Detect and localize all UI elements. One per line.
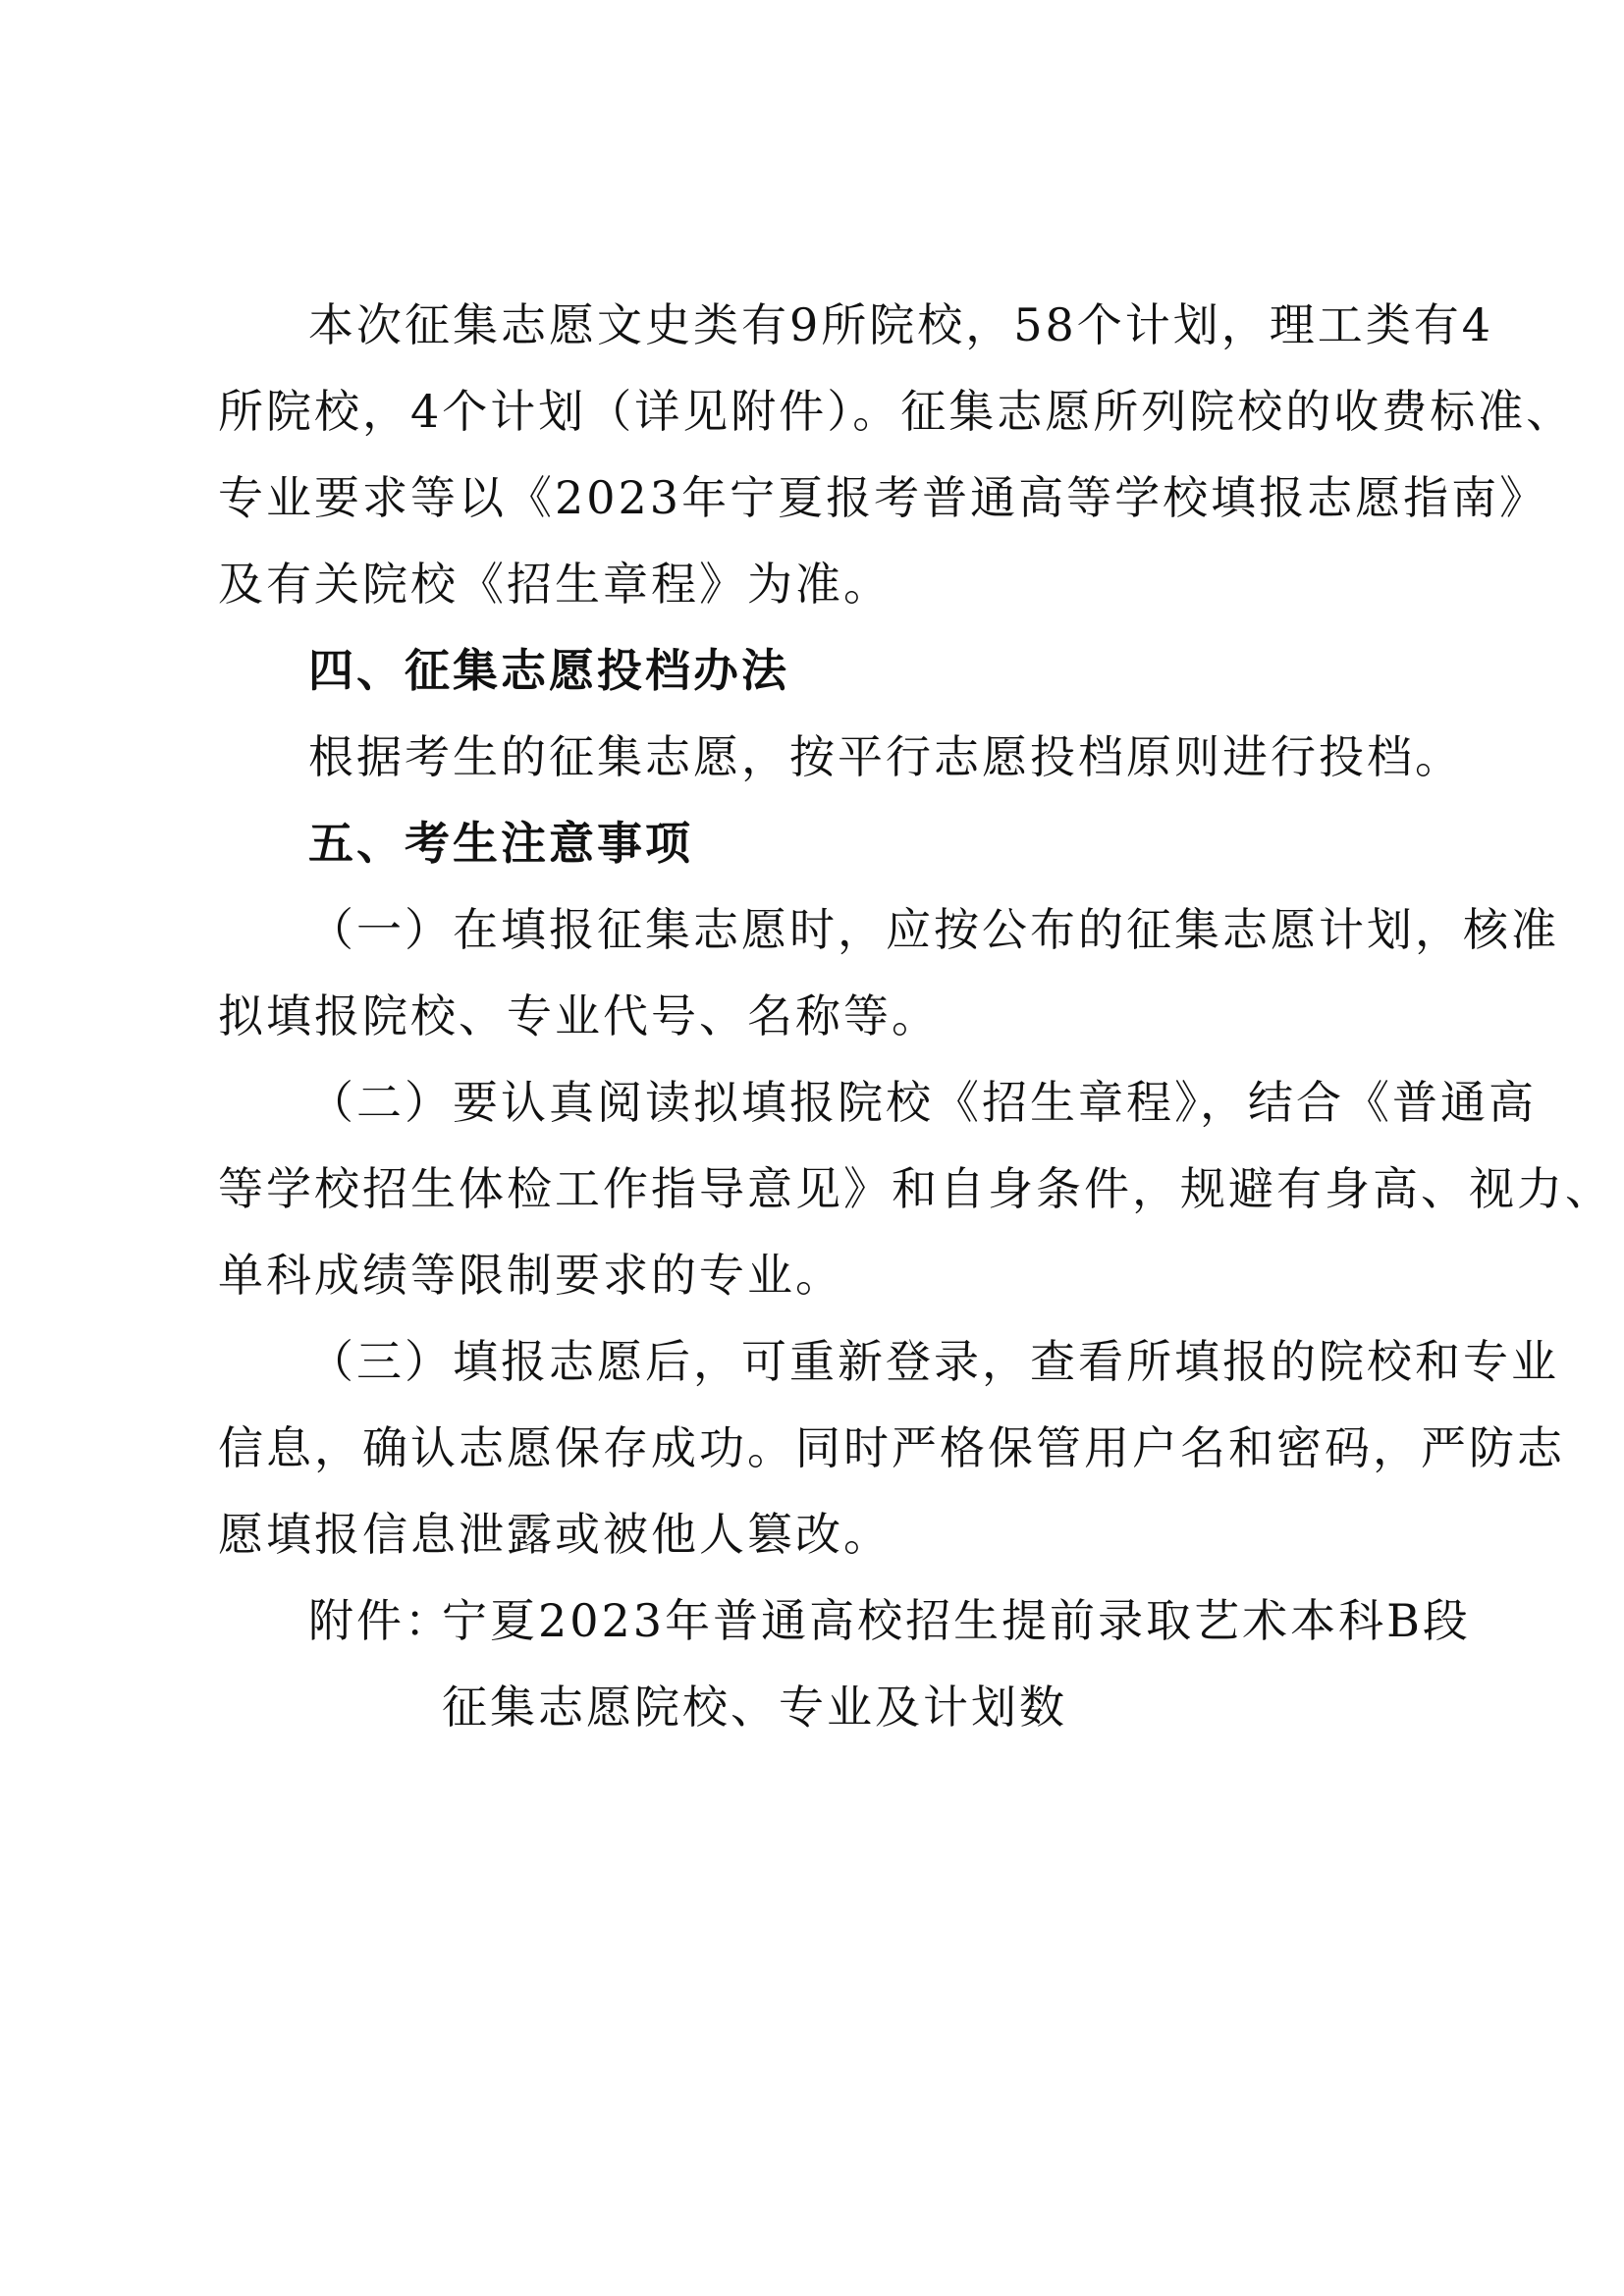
paragraph-plan-line-3: 专业要求等以《2023年宁夏报考普通高等学校填报志愿指南》 <box>218 471 1548 524</box>
section4-body: 根据考生的征集志愿，按平行志愿投档原则进行投档。 <box>308 730 1463 783</box>
item2-line-2: 等学校招生体检工作指导意见》和自身条件，规避有身高、视力、 <box>218 1162 1613 1215</box>
attachment-title-line-1: 宁夏2023年普通高校招生提前录取艺术本科B段 <box>442 1594 1471 1647</box>
item2-line-1: （二）要认真阅读拟填报院校《招生章程》，结合《普通高 <box>308 1076 1537 1129</box>
section5-heading: 五、考生注意事项 <box>308 817 693 870</box>
attachment-title-line-2: 征集志愿院校、专业及计划数 <box>442 1681 1067 1734</box>
item1-line-2: 拟填报院校、专业代号、名称等。 <box>218 989 940 1042</box>
item1-line-1: （一）在填报征集志愿时，应按公布的征集志愿计划，核准 <box>308 903 1559 956</box>
item3-line-2: 信息，确认志愿保存成功。同时严格保管用户名和密码，严防志 <box>218 1421 1565 1474</box>
section4-heading: 四、征集志愿投档办法 <box>308 644 789 697</box>
paragraph-plan-line-2: 所院校，4个计划（详见附件）。征集志愿所列院校的收费标准、 <box>218 385 1575 438</box>
attachment-label: 附件： <box>308 1594 453 1647</box>
item3-line-1: （三）填报志愿后，可重新登录，查看所填报的院校和专业 <box>308 1335 1559 1388</box>
item3-line-3: 愿填报信息泄露或被他人篡改。 <box>218 1508 892 1561</box>
paragraph-plan-line-4: 及有关院校《招生章程》为准。 <box>218 558 892 611</box>
paragraph-plan-line-1: 本次征集志愿文史类有9所院校，58个计划，理工类有4 <box>308 298 1494 351</box>
item2-line-3: 单科成绩等限制要求的专业。 <box>218 1249 843 1302</box>
